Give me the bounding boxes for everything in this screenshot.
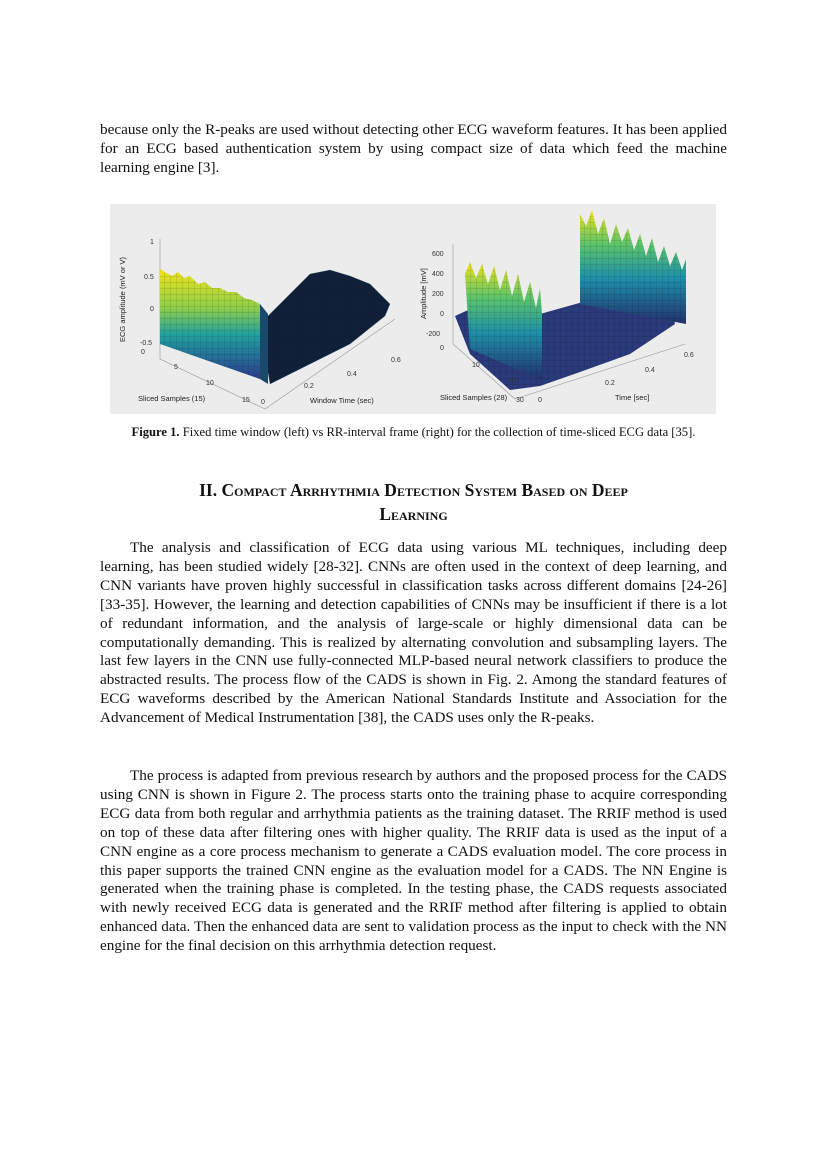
right-x-tick-0: 0 (440, 345, 444, 352)
left-z-tick-0: 1 (150, 239, 154, 246)
right-z-tick-3: 0 (440, 311, 444, 318)
right-z-tick-2: 200 (432, 291, 444, 298)
left-z-tick-3: -0.5 (140, 340, 153, 347)
left-surface-plot (118, 239, 401, 409)
right-y-tick-3: 0.6 (684, 352, 694, 359)
figure-1 (110, 204, 716, 414)
intro-paragraph: because only the R-peaks are used without detecting other ECG waveform features. It has been applied for an ECG based authentication system by using compact size of data which feed the machine learning engine [3]. (100, 121, 727, 176)
left-x-tick-3: 15 (242, 397, 250, 404)
right-x-tick-3: 30 (516, 397, 524, 404)
right-z-tick-0: 600 (432, 251, 444, 258)
analysis-paragraph: The analysis and classification of ECG data using various ML techniques, including deep learning, has been studied widely [28-32]. CNNs are often used in the context of deep learning, and CNN variants have proven highly successful in classification tasks across different domains [24-26][33-35]. However, the learning and detection capabilities of CNNs may be insufficient if there is a lot of redundant information, and the analysis of large-scale or highly dimensional data can be computationally demanding. This is realized by alternating convolution and subsampling layers. The last few layers in the CNN use fully-connected MLP-based neural network classifiers to produce the abstracted results. The process flow of the CADS is shown in Fig. 2. Among the standard features of ECG waveforms described by the American National Standards Institute and Association for the Advancement of Medical Instrumentation [38], the CADS uses only the R-peaks. (100, 539, 727, 727)
right-z-label: Amplitude [mV] (419, 268, 428, 319)
right-x-tick-1: 10 (472, 362, 480, 369)
left-x-tick-1: 5 (174, 364, 178, 371)
right-y-tick-0: 0 (538, 397, 542, 404)
right-z-tick-1: 400 (432, 271, 444, 278)
left-x-label: Sliced Samples (15) (138, 394, 206, 403)
left-x-tick-0: 0 (141, 349, 145, 356)
left-y-tick-0: 0 (261, 399, 265, 406)
section-heading (100, 478, 727, 526)
left-z-label: ECG amplitude (mV or V) (118, 256, 127, 342)
right-y-label: Time [sec] (615, 393, 650, 402)
right-x-tick-2: 20 (508, 378, 516, 385)
left-x-tick-2: 10 (206, 380, 214, 387)
right-z-tick-4: -200 (426, 331, 441, 338)
left-y-tick-3: 0.6 (391, 357, 401, 364)
left-y-tick-2: 0.4 (347, 371, 357, 378)
right-surface-plot (419, 210, 694, 404)
section-title-line2: Learning (379, 504, 448, 524)
section-numeral: II. (199, 480, 222, 500)
right-y-tick-2: 0.4 (645, 367, 655, 374)
right-x-label: Sliced Samples (28) (440, 393, 508, 402)
process-paragraph: The process is adapted from previous research by authors and the proposed process for the CADS using CNN is shown in Figure 2. The process starts onto the training phase to acquire corresponding ECG data from both regular and arrhythmia patients as the training dataset. The RRIF method is used on top of these data after filtering ones with higher quality. The RRIF data is used as the input of a CNN engine as a core process mechanism to generate a CADS evaluation model. The core process in this paper supports the trained CNN engine as the evaluation model for a CADS. The NN Engine is generated when the training phase is completed. In the testing phase, the CADS requests associated with newly received ECG data is generated and the RRIF method after filtering is applied to obtain enhanced data. Then the enhanced data are sent to validation process as the input to check with the NN engine for the final decision on this arrhythmia detection request. (100, 767, 727, 955)
figure-caption (60, 425, 767, 440)
caption-label: Figure 1. (131, 425, 180, 439)
left-z-tick-1: 0.5 (144, 274, 154, 281)
left-y-tick-1: 0.2 (304, 383, 314, 390)
section-title-line1: Compact Arrhythmia Detection System Based on Deep (221, 480, 628, 500)
caption-text: Fixed time window (left) vs RR-interval frame (right) for the collection of time-sliced ECG data [35]. (179, 425, 696, 439)
left-y-label: Window Time (sec) (310, 396, 374, 405)
left-z-tick-2: 0 (150, 306, 154, 313)
right-y-tick-1: 0.2 (605, 380, 615, 387)
